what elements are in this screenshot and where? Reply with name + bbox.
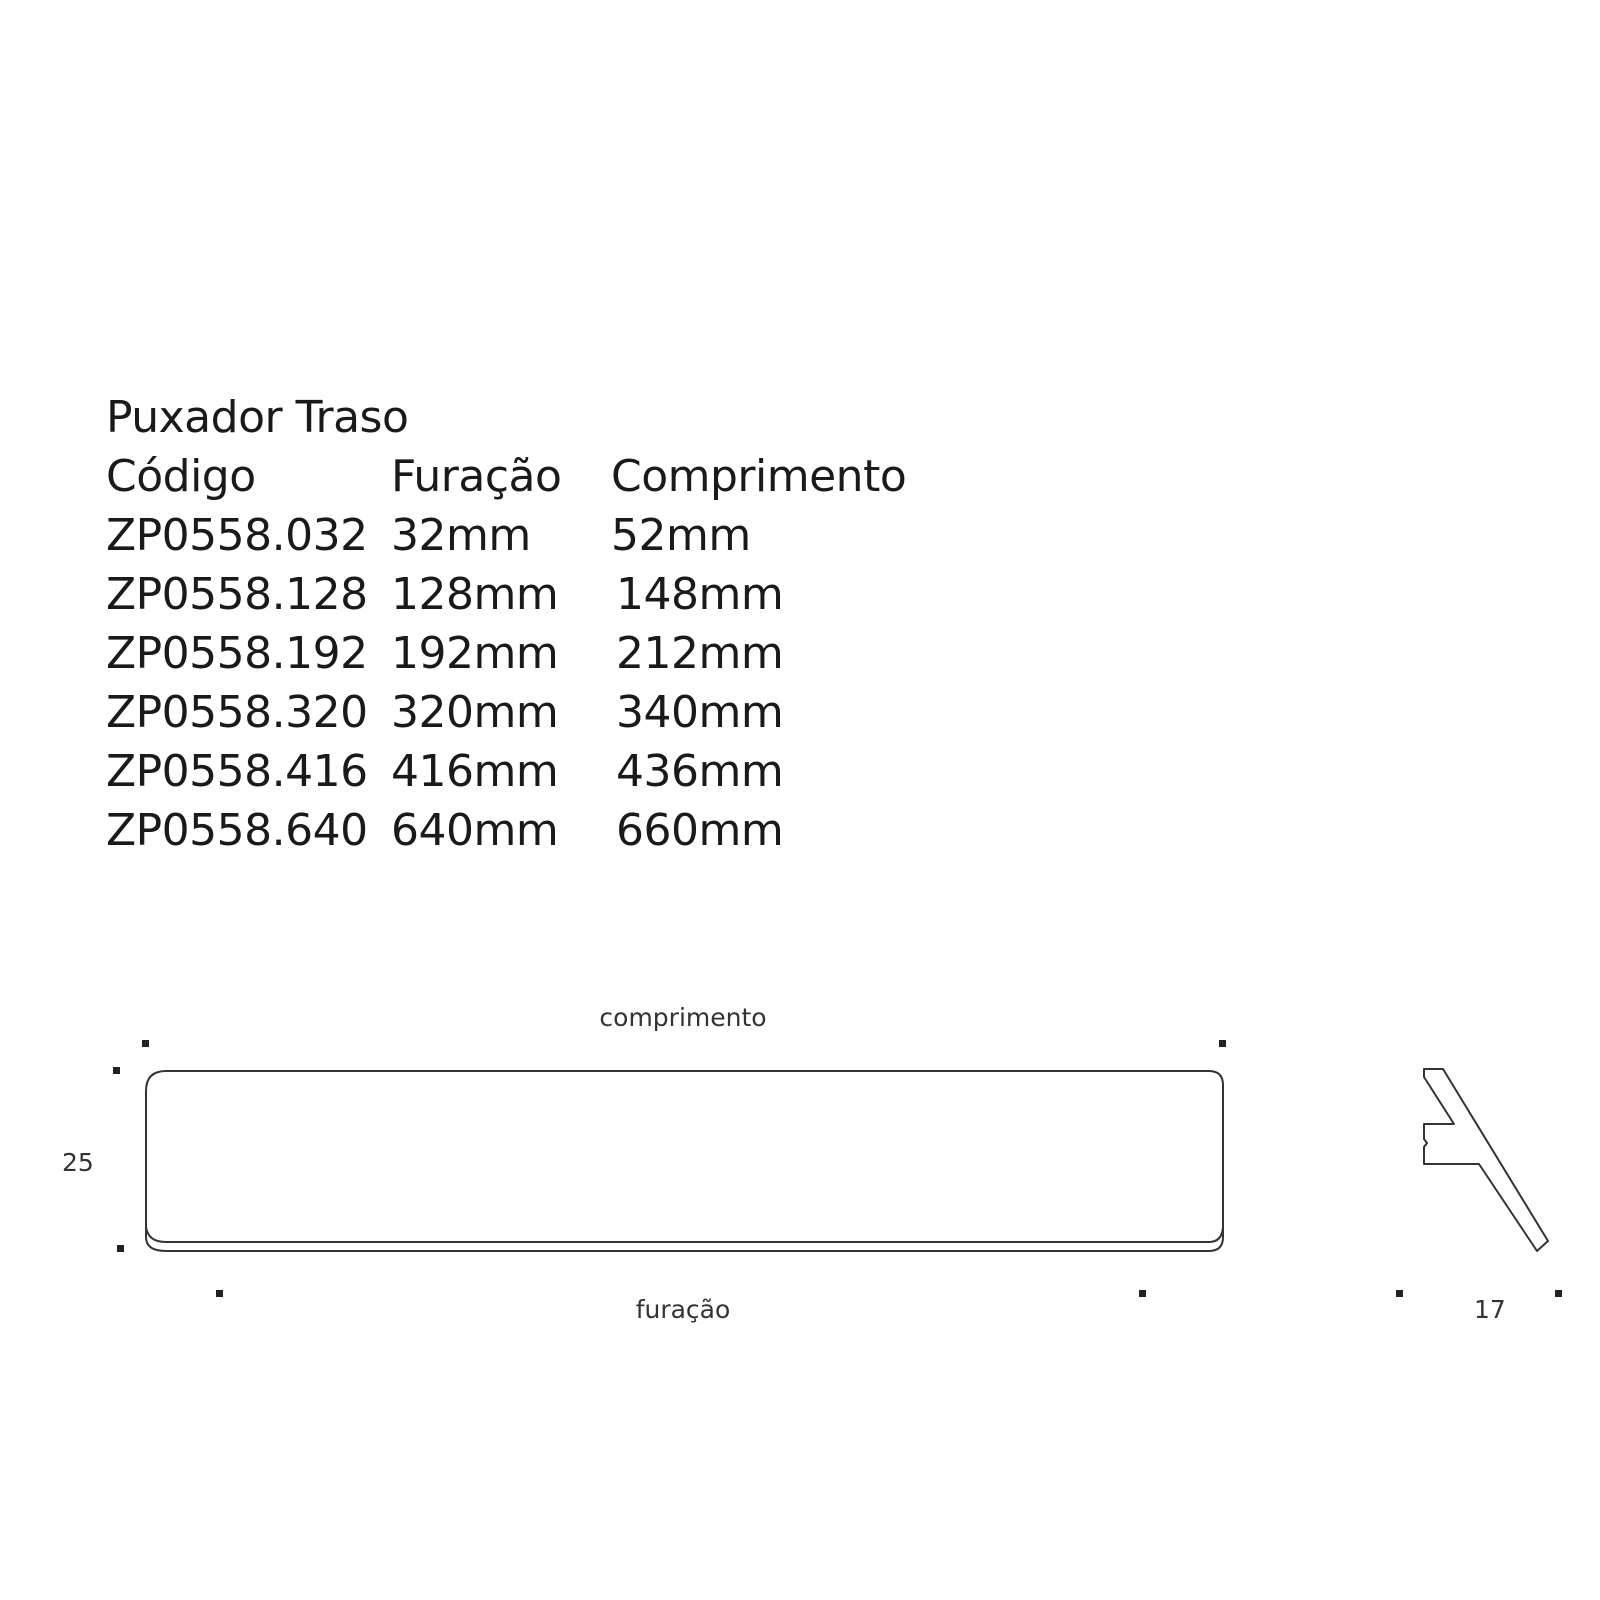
length-mark-left [142, 1040, 149, 1047]
header-length: Comprimento [611, 451, 907, 502]
cell-code: ZP0558.416 [106, 746, 368, 797]
header-hole-spacing: Furação [391, 451, 562, 502]
side-profile-view [1424, 1069, 1548, 1251]
cell-hole-spacing: 32mm [391, 510, 531, 561]
handle-side-profile [1424, 1069, 1548, 1251]
hole-mark-right [1139, 1290, 1146, 1297]
cell-code: ZP0558.640 [106, 805, 368, 856]
height-label: 25 [62, 1148, 94, 1177]
handle-front-outline [146, 1071, 1223, 1251]
height-mark-top [113, 1067, 120, 1074]
depth-label: 17 [1474, 1295, 1506, 1324]
handle-bottom-edge [146, 1227, 1223, 1242]
depth-mark-left [1396, 1290, 1403, 1297]
cell-length: 436mm [616, 746, 784, 797]
height-mark-bottom [117, 1245, 124, 1252]
cell-hole-spacing: 640mm [391, 805, 559, 856]
cell-length: 340mm [616, 687, 784, 738]
cell-length: 212mm [616, 628, 784, 679]
cell-code: ZP0558.032 [106, 510, 368, 561]
depth-mark-right [1555, 1290, 1562, 1297]
cell-code: ZP0558.320 [106, 687, 368, 738]
front-view [146, 1071, 1223, 1251]
hole-mark-left [216, 1290, 223, 1297]
hole-spacing-label: furação [635, 1295, 731, 1324]
cell-length: 660mm [616, 805, 784, 856]
cell-length: 148mm [616, 569, 784, 620]
cell-length: 52mm [611, 510, 751, 561]
cell-hole-spacing: 320mm [391, 687, 559, 738]
dimension-marks [113, 1040, 1562, 1297]
cell-hole-spacing: 192mm [391, 628, 559, 679]
header-code: Código [106, 451, 256, 502]
product-title: Puxador Traso [106, 392, 409, 443]
cell-hole-spacing: 128mm [391, 569, 559, 620]
length-mark-right [1219, 1040, 1226, 1047]
cell-code: ZP0558.192 [106, 628, 368, 679]
length-label: comprimento [599, 1003, 767, 1032]
cell-code: ZP0558.128 [106, 569, 368, 620]
cell-hole-spacing: 416mm [391, 746, 559, 797]
